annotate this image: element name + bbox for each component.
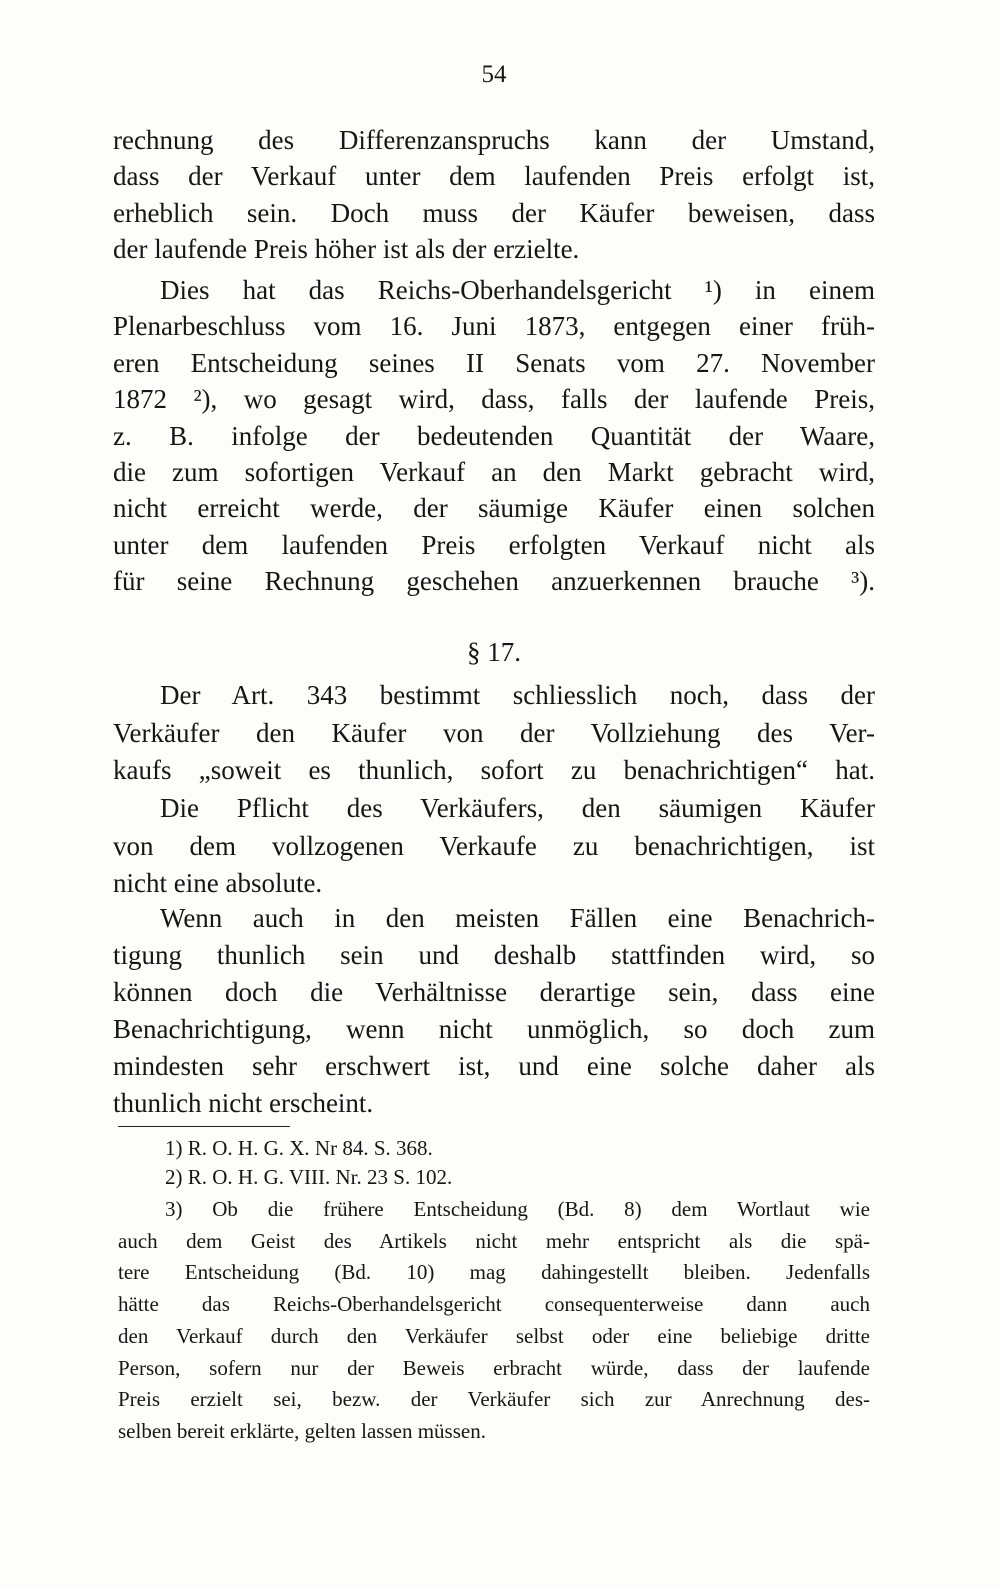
text-line: können doch die Verhältnisse derartige sein, dass eine: [113, 977, 875, 1007]
footnote-rule: [118, 1126, 290, 1127]
footnote-line: tere Entscheidung (Bd. 10) mag dahingestellt bleiben. Jedenfalls: [118, 1260, 870, 1285]
text-line: 1872 ²), wo gesagt wird, dass, falls der laufende Preis,: [113, 384, 875, 415]
text-line: erheblich sein. Doch muss der Käufer beweisen, dass: [113, 197, 875, 228]
text-line: nicht erreicht werde, der säumige Käufer einen solchen: [113, 493, 875, 524]
text-line: Der Art. 343 bestimmt schliesslich noch, dass der: [160, 680, 875, 710]
text-line: Plenarbeschluss vom 16. Juni 1873, entgegen einer früh-: [113, 311, 875, 342]
text-line: unter dem laufenden Preis erfolgten Verkauf nicht als: [113, 529, 875, 560]
text-line: dass der Verkauf unter dem laufenden Preis erfolgt ist,: [113, 161, 875, 192]
text-line: mindesten sehr erschwert ist, und eine solche daher als: [113, 1051, 875, 1081]
text-line: kaufs „soweit es thunlich, sofort zu benachrichtigen“ hat.: [113, 755, 875, 785]
text-line: thunlich nicht erscheint.: [113, 1088, 374, 1118]
text-line: Die Pflicht des Verkäufers, den säumigen Käufer: [160, 793, 875, 823]
text-line: z. B. infolge der bedeutenden Quantität der Waare,: [113, 420, 875, 451]
paragraph-2: [113, 272, 875, 600]
footnote-line: selben bereit erklärte, gelten lassen müssen.: [118, 1418, 486, 1443]
text-line: tigung thunlich sein und deshalb stattfinden wird, so: [113, 940, 875, 970]
page-number: 54: [481, 61, 507, 88]
footnote-line: 3) Ob die frühere Entscheidung (Bd. 8) dem Wortlaut wie: [165, 1197, 870, 1221]
footnote-line: 2) R. O. H. G. VIII. Nr. 23 S. 102.: [165, 1165, 453, 1189]
text-line: eren Entscheidung seines II Senats vom 27. November: [113, 347, 875, 378]
text-line: nicht eine absolute.: [113, 868, 323, 898]
text-line: der laufende Preis höher ist als der erzielte.: [113, 233, 580, 264]
footnote-line: den Verkauf durch den Verkäufer selbst oder eine beliebige dritte: [118, 1323, 870, 1348]
paragraph-3: [113, 677, 875, 790]
text-line: für seine Rechnung geschehen anzuerkennen brauche ³).: [113, 566, 875, 597]
footnote-1: [118, 1133, 870, 1163]
footnote-3: [118, 1194, 870, 1448]
text-line: von dem vollzogenen Verkaufe zu benachrichtigen, ist: [113, 830, 875, 861]
footnote-line: Preis erzielt sei, bezw. der Verkäufer sich zur Anrechnung des-: [118, 1387, 870, 1412]
paragraph-5: [113, 900, 875, 1122]
text-line: rechnung des Differenzanspruchs kann der Umstand,: [113, 125, 875, 155]
text-line: die zum sofortigen Verkauf an den Markt gebracht wird,: [113, 457, 875, 488]
section-heading: § 17.: [467, 637, 521, 667]
footnote-line: auch dem Geist des Artikels nicht mehr entspricht als die spä-: [118, 1228, 870, 1253]
text-line: Dies hat das Reichs-Oberhandelsgericht ¹) in einem: [160, 275, 875, 305]
footnote-line: hätte das Reichs-Oberhandelsgericht consequenterweise dann auch: [118, 1292, 870, 1317]
text-line: Verkäufer den Käufer von der Vollziehung des Ver-: [113, 717, 875, 748]
paragraph-4: [113, 790, 875, 903]
footnote-line: 1) R. O. H. G. X. Nr 84. S. 368.: [165, 1136, 433, 1160]
footnote-2: [118, 1162, 870, 1192]
paragraph-1: [113, 122, 875, 267]
footnote-line: Person, sofern nur der Beweis erbracht würde, dass der laufende: [118, 1355, 870, 1380]
text-line: Wenn auch in den meisten Fällen eine Benachrich-: [160, 903, 875, 933]
text-line: Benachrichtigung, wenn nicht unmöglich, so doch zum: [113, 1014, 875, 1044]
